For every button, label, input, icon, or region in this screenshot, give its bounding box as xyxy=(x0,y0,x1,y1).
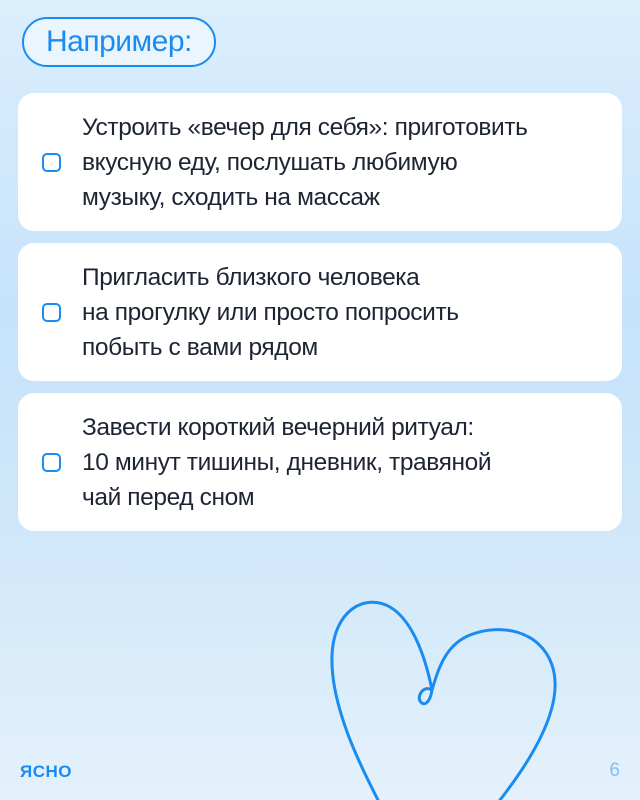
heart-icon xyxy=(320,585,570,800)
page-number: 6 xyxy=(609,760,620,781)
checkbox-icon[interactable] xyxy=(42,153,61,172)
list-item xyxy=(18,243,622,381)
list-item-text: Устроить «вечер для себя»: приготовить вкусную еду, послушать любимую музыку, сходить на массаж xyxy=(82,114,528,211)
checkbox-icon[interactable] xyxy=(42,303,61,322)
list-item-text: Завести короткий вечерний ритуал: 10 минут тишины, дневник, травяной чай перед сном xyxy=(82,414,492,511)
brand-logo: ЯСНО xyxy=(20,762,72,781)
list-item-text: Пригласить близкого человека на прогулку или просто попросить побыть с вами рядом xyxy=(82,264,459,361)
list-item xyxy=(18,93,622,231)
checkbox-icon[interactable] xyxy=(42,453,61,472)
header-label: Например: xyxy=(22,17,216,67)
list-item xyxy=(18,393,622,531)
